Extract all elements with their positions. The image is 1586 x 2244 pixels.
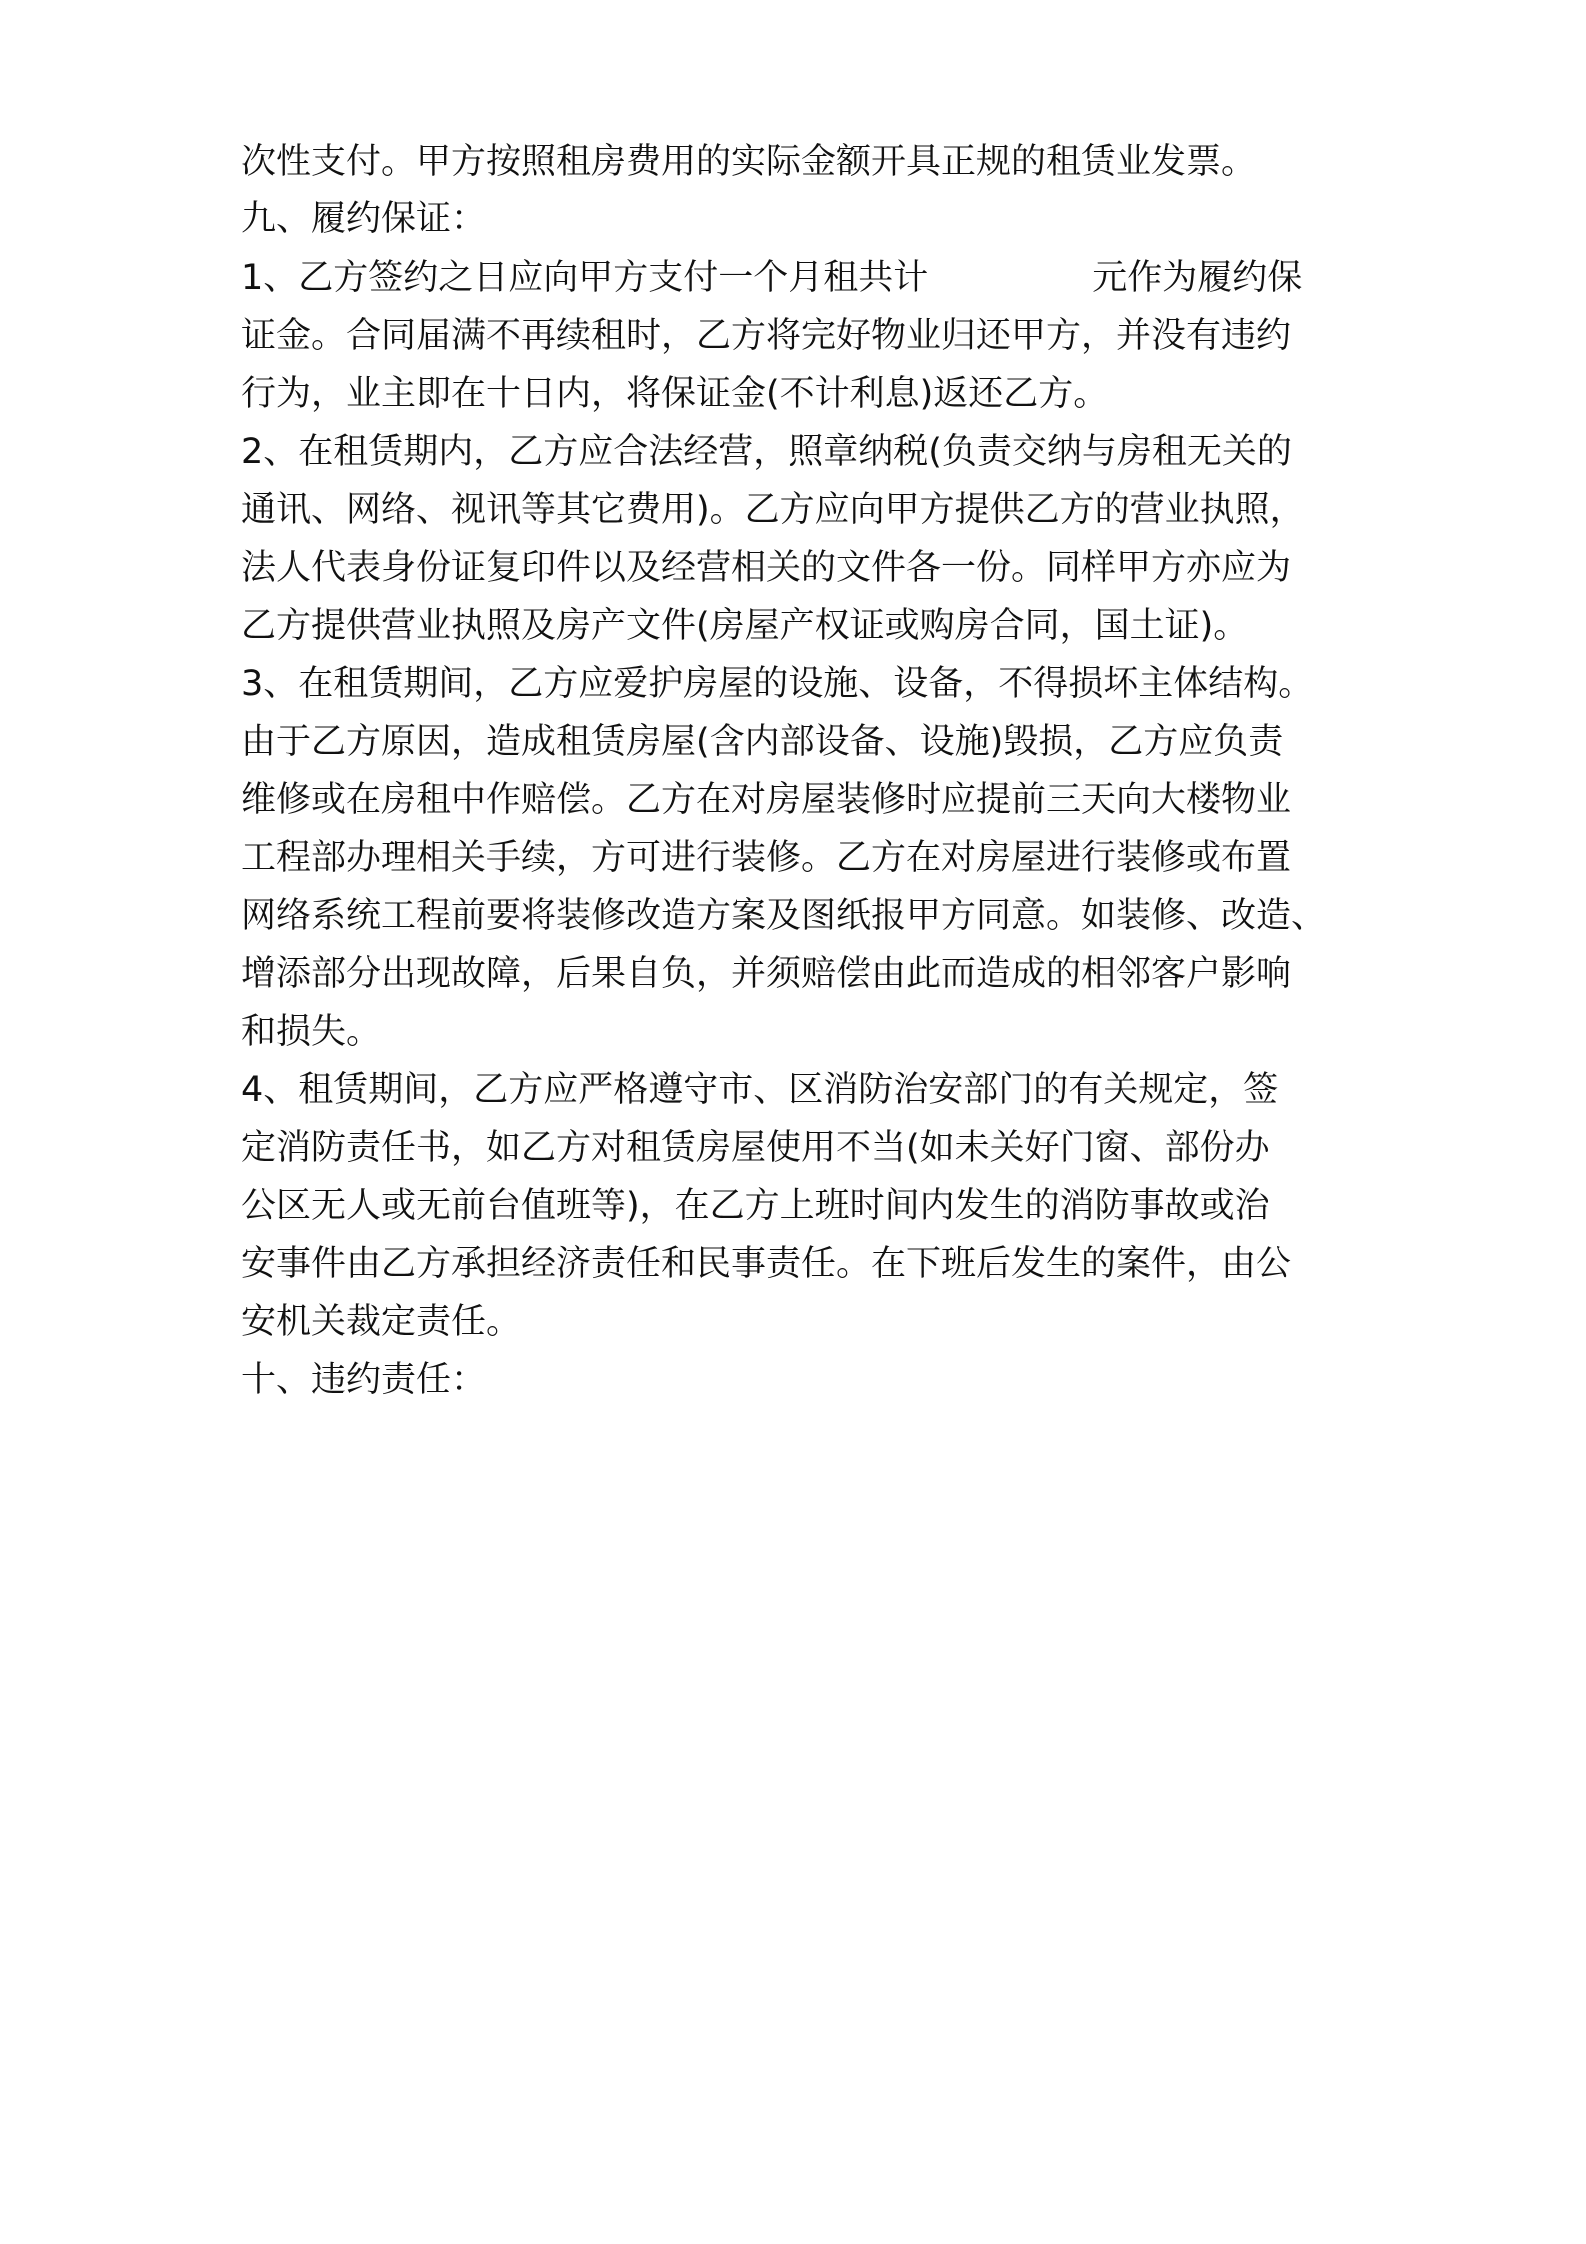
text-line: 维修或在房租中作赔偿。乙方在对房屋装修时应提前三天向大楼物业 [241,780,1292,820]
text-segment: 1、乙方签约之日应向甲方支付一个月租共计 [241,258,929,298]
text-line: 次性支付。甲方按照租房费用的实际金额开具正规的租赁业发票。 [241,142,1257,182]
text-line: 行为，业主即在十日内，将保证金(不计利息)返还乙方。 [241,374,1109,414]
text-segment: 元作为履约保 [1092,258,1303,298]
text-line: 工程部办理相关手续，方可进行装修。乙方在对房屋进行装修或布置 [241,838,1292,878]
text-line: 法人代表身份证复印件以及经营相关的文件各一份。同样甲方亦应为 [241,548,1292,588]
text-line [241,256,1302,300]
text-line: 网络系统工程前要将装修改造方案及图纸报甲方同意。如装修、改造、 [241,896,1327,936]
text-line: 安机关裁定责任。 [241,1302,522,1342]
section-heading: 十、违约责任： [241,1360,487,1400]
text-line: 由于乙方原因，造成租赁房屋(含内部设备、设施)毁损，乙方应负责 [241,722,1284,762]
section-heading: 九、履约保证： [241,199,487,239]
text-line: 定消防责任书，如乙方对租赁房屋使用不当(如未关好门窗、部份办 [241,1128,1270,1168]
text-line: 证金。合同届满不再续租时，乙方将完好物业归还甲方，并没有违约 [241,316,1292,356]
text-line: 3、在租赁期间，乙方应爱护房屋的设施、设备，不得损坏主体结构。 [241,664,1314,704]
text-line: 增添部分出现故障，后果自负，并须赔偿由此而造成的相邻客户影响 [241,954,1292,994]
text-line: 和损失。 [241,1012,382,1052]
text-line: 安事件由乙方承担经济责任和民事责任。在下班后发生的案件，由公 [241,1244,1292,1284]
text-line: 公区无人或无前台值班等)，在乙方上班时间内发生的消防事故或治 [241,1186,1270,1226]
text-line: 乙方提供营业执照及房产文件(房屋产权证或购房合同，国土证)。 [241,606,1249,646]
text-line: 2、在租赁期内，乙方应合法经营，照章纳税(负责交纳与房租无关的 [241,432,1292,472]
text-line: 4、租赁期间，乙方应严格遵守市、区消防治安部门的有关规定，签 [241,1070,1279,1110]
text-line: 通讯、网络、视讯等其它费用)。乙方应向甲方提供乙方的营业执照， [241,490,1305,530]
